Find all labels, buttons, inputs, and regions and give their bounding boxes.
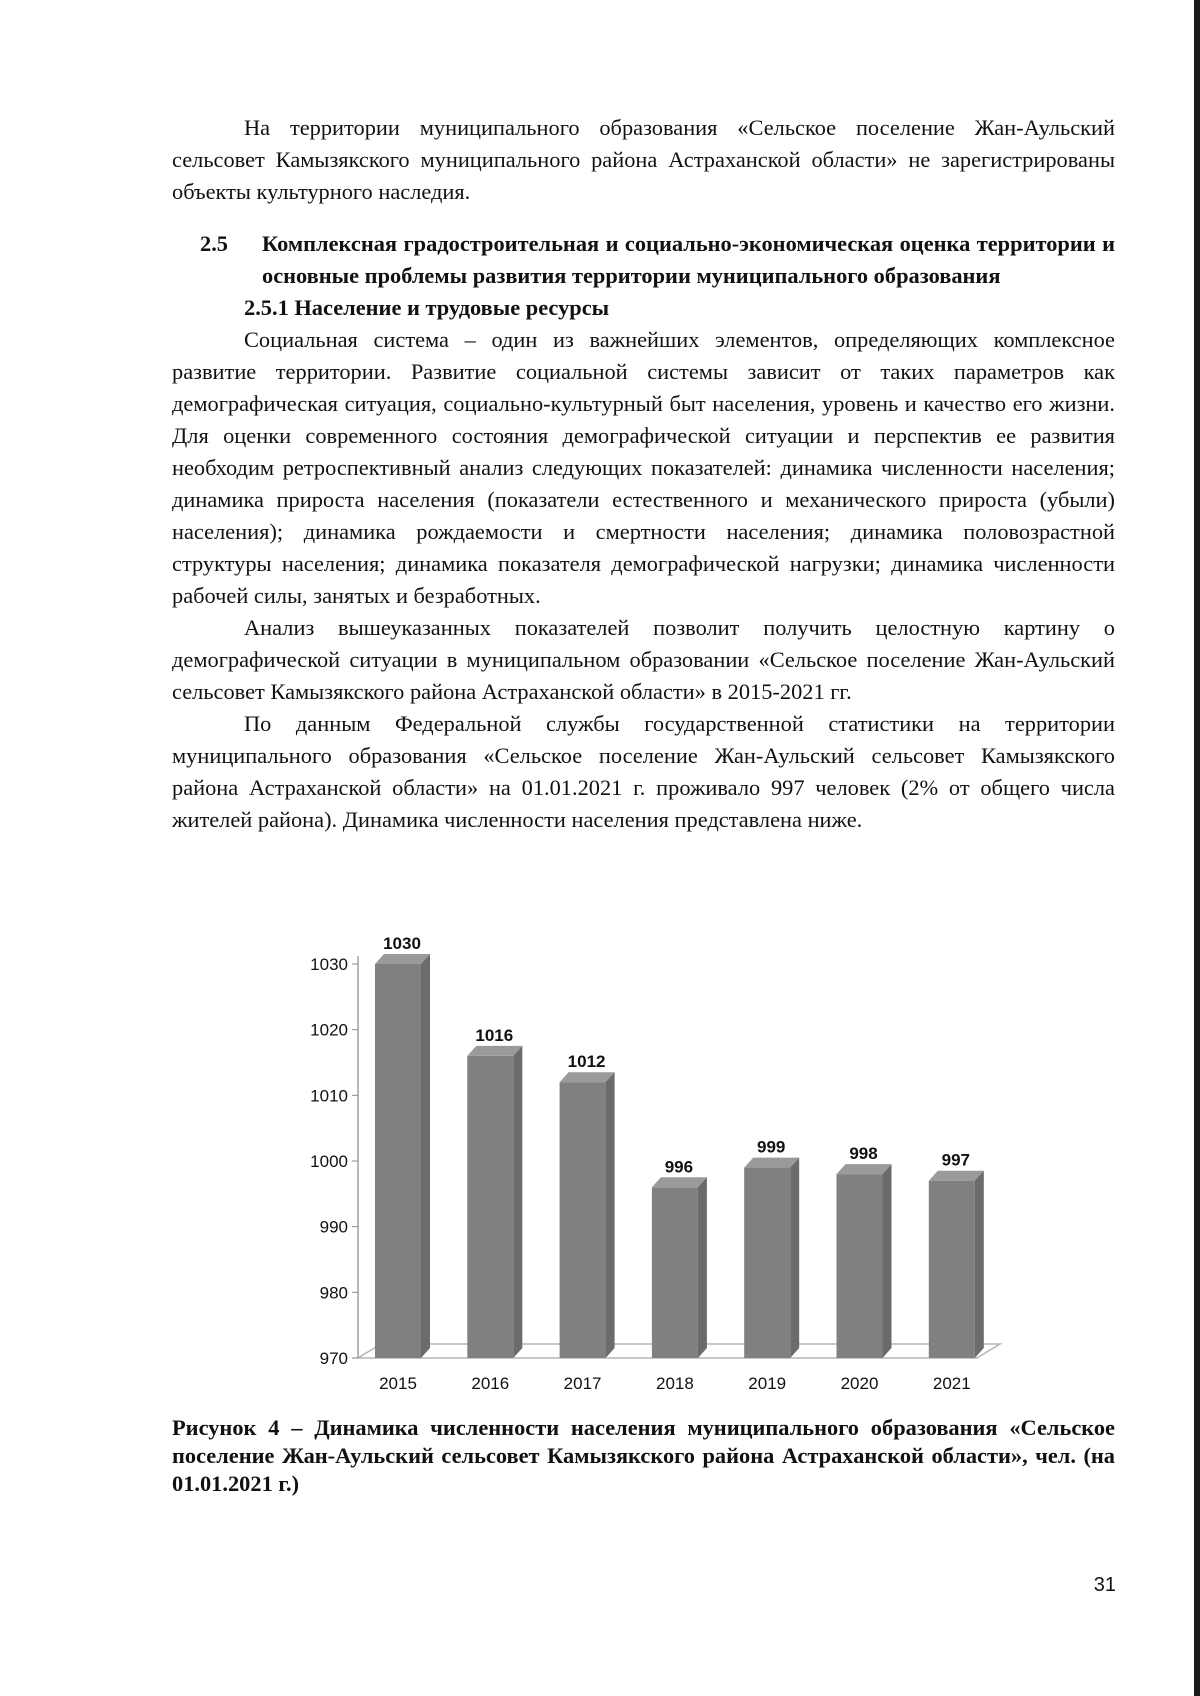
bar-side-face bbox=[698, 1177, 707, 1358]
bar-top-face bbox=[652, 1177, 707, 1187]
x-tick-label-2021: 2021 bbox=[932, 1374, 971, 1393]
paragraph-cultural-heritage: На территории муниципального образования «Сельское поселение Жан-Аульский сельсовет Камызякского муниципального района Астраханской области» не зарегистрированы объекты культурного наследия. bbox=[172, 115, 1115, 204]
x-tick-label-2016: 2016 bbox=[471, 1374, 510, 1393]
bar-front bbox=[560, 1082, 606, 1358]
y-tick-label: 1030 bbox=[310, 955, 348, 974]
bar-top-face bbox=[837, 1164, 892, 1174]
bar-top-face bbox=[560, 1072, 615, 1082]
section-heading bbox=[200, 228, 1115, 292]
bar-2017 bbox=[560, 1072, 615, 1358]
bar-front bbox=[837, 1174, 883, 1358]
bar-front bbox=[652, 1187, 698, 1358]
paragraph-social-system: Социальная система – один из важнейших элементов, определяющих комплексное развитие территории. Развитие социальной системы зависит от таких параметров как демографическая ситуация, социально-культурный быт населения, уровень и качество его жизни. Для оценки современного состояния демографической ситуации и перспектив ее развития необходим ретроспективный анализ следующих показателей: динамика численности населения; динамика прироста населения (показатели естественного и механического прироста (убыли) населения); динамика рождаемости и смертности населения; динамика половозрастной структуры населения; динамика показателя демографической нагрузки; динамика численности рабочей силы, занятых и безработных. bbox=[172, 327, 1115, 608]
bar-top-face bbox=[929, 1171, 984, 1181]
bar-top-face bbox=[375, 954, 430, 964]
subsection-heading: 2.5.1 Население и трудовые ресурсы bbox=[244, 295, 610, 320]
y-tick-label: 990 bbox=[319, 1217, 348, 1237]
y-tick-label: 1010 bbox=[310, 1086, 348, 1106]
bar-front bbox=[929, 1181, 975, 1358]
population-chart bbox=[0, 910, 1200, 1410]
bar-side-face bbox=[513, 1046, 522, 1358]
bar-side-face bbox=[421, 954, 430, 1358]
bar-2021 bbox=[929, 1171, 984, 1358]
data-label-2016: 1016 bbox=[475, 1025, 514, 1045]
bar-top-face bbox=[467, 1046, 522, 1056]
paragraph-analysis: Анализ вышеуказанных показателей позволит получить целостную картину о демографической ситуации в муниципальном образовании «Сельское поселение Жан-Аульский сельсовет Камызякского района Астраханской области» в 2015-2021 гг. bbox=[172, 615, 1115, 704]
y-tick-label: 970 bbox=[319, 1349, 348, 1368]
section-title: Комплексная градостроительная и социально-экономическая оценка территории и основные проблемы развития территории муниципального образования bbox=[262, 231, 1115, 288]
document-body bbox=[172, 112, 1115, 836]
x-tick-label-2018: 2018 bbox=[655, 1374, 694, 1393]
paragraph-statistics: По данным Федеральной службы государственной статистики на территории муниципального образования «Сельское поселение Жан-Аульский сельсовет Камызякского района Астраханской области» на 01.01.2021 г. проживало 997 человек (2% от общего числа жителей района). Динамика численности населения представлена ниже. bbox=[172, 711, 1115, 832]
data-label-2021: 997 bbox=[941, 1150, 970, 1170]
data-label-2019: 999 bbox=[757, 1137, 786, 1157]
y-tick-label: 1000 bbox=[310, 1152, 348, 1171]
bar-2019 bbox=[744, 1158, 799, 1358]
figure-caption: Рисунок 4 – Динамика численности населения муниципального образования «Сельское поселение Жан-Аульский сельсовет Камызякского района Астраханской области», чел. (на 01.01.2021 г.) bbox=[172, 1415, 1115, 1496]
y-tick-label: 980 bbox=[319, 1283, 348, 1303]
x-tick-label-2015: 2015 bbox=[379, 1374, 417, 1393]
page-edge-border bbox=[1194, 0, 1200, 1696]
bar-front bbox=[467, 1056, 513, 1358]
x-tick-label-2019: 2019 bbox=[748, 1374, 787, 1393]
data-label-2015: 1030 bbox=[383, 934, 421, 953]
data-label-2017: 1012 bbox=[567, 1052, 606, 1072]
bar-2020 bbox=[837, 1164, 892, 1358]
page-number: 31 bbox=[1093, 1574, 1116, 1596]
y-tick-label: 1020 bbox=[310, 1020, 348, 1040]
x-tick-label-2020: 2020 bbox=[840, 1374, 879, 1393]
data-label-2018: 996 bbox=[664, 1157, 694, 1177]
bar-2018 bbox=[652, 1177, 707, 1358]
population-bar-chart bbox=[0, 910, 1200, 1410]
data-label-2020: 998 bbox=[849, 1144, 878, 1164]
bar-2015 bbox=[375, 954, 430, 1358]
bar-side-face bbox=[975, 1171, 984, 1358]
bar-side-face bbox=[606, 1072, 615, 1358]
x-tick-label-2017: 2017 bbox=[563, 1374, 602, 1393]
bar-top-face bbox=[744, 1158, 799, 1168]
bar-2016 bbox=[467, 1046, 522, 1358]
section-number: 2.5 bbox=[200, 231, 228, 256]
bar-front bbox=[744, 1168, 790, 1358]
bar-side-face bbox=[790, 1158, 799, 1358]
bar-side-face bbox=[883, 1164, 892, 1358]
bar-front bbox=[375, 964, 421, 1358]
